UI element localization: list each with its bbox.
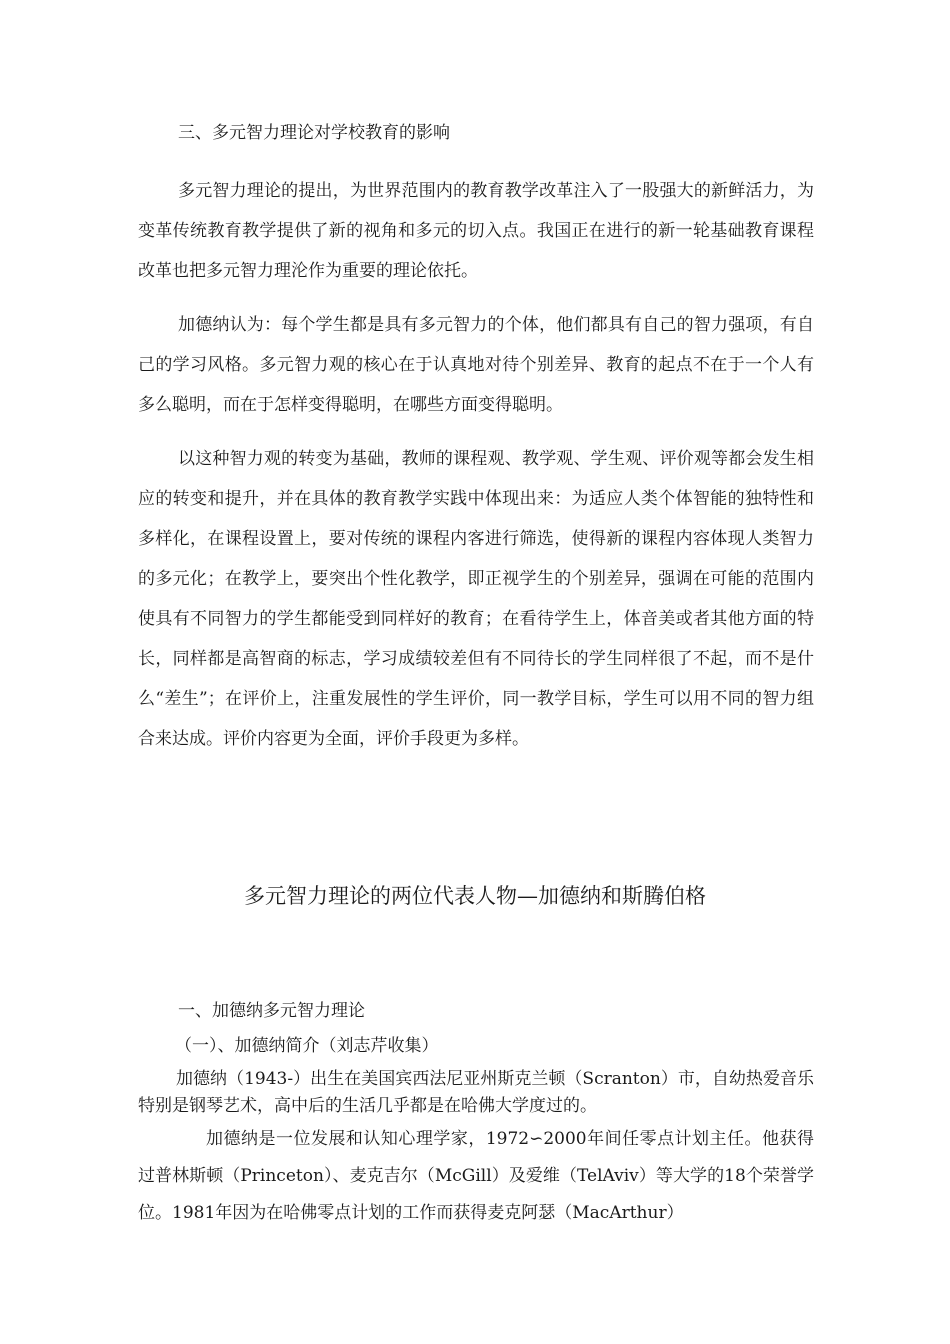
document-title: 多元智力理论的两位代表人物—加德纳和斯腾伯格 xyxy=(244,884,706,908)
section-3-heading: 三、多元智力理论对学校教育的影响 xyxy=(178,123,450,143)
section-1-heading: 一、加德纳多元智力理论 xyxy=(178,1001,365,1021)
section-3-paragraph-3: 以这种智力观的转变为基础，教师的课程观、教学观、学生观、评价观等都会发生相应的转变和提升，并在具体的教育教学实践中体现出来：为适应人类个体智能的独特性和多样化，在课程设置上，要对传统的课程内客进行筛选，使得新的课程内容体现人类智力的多元化；在教学上，要突出个性化教学，即正视学生的个别差异，强调在可能的范围内使具有不同智力的学生都能受到同样好的教育；在看待学生上，体音美或者其他方面的特长，同样都是高智商的标志，学习成绩较差但有不同待长的学生同样很了不起，而不是什么“差生”；在评价上，注重发展性的学生评价，同一教学目标，学生可以用不同的智力组合来达成。评价内容更为全面，评价手段更为多样。 xyxy=(138,449,814,749)
section-3-paragraph-2: 加德纳认为：每个学生都是具有多元智力的个体，他们都具有自己的智力强项，有自己的学习风格。多元智力观的核心在于认真地对待个别差异、教育的起点不在于一个人有多么聪明，而在于怎样变得聪明，在哪些方面变得聪明。 xyxy=(138,315,814,415)
section-1-subheading: （一）、加德纳简介（刘志芹收集） xyxy=(175,1036,439,1056)
section-1-paragraph-2: 加德纳是一位发展和认知心理学家，1972∽2000年间任零点计划主任。他获得过普林斯顿（Princeton）、麦克吉尔（McGill）及爱维（TelAviv）等大学的18个荣誉学位。1981年因为在哈佛零点计划的工作而获得麦克阿瑟（MacArthur） xyxy=(138,1129,814,1223)
section-3-paragraph-1: 多元智力理论的提出，为世界范围内的教育教学改革注入了一股强大的新鲜活力，为变革传统教育教学提供了新的视角和多元的切入点。我国正在进行的新一轮基础教育课程改革也把多元智力理沦作为重要的理论依托。 xyxy=(138,181,814,281)
section-1-paragraph-1: 加德纳（1943-）出生在美国宾西法尼亚州斯克兰顿（Scranton）市，自幼热爱音乐特别是钢琴艺术，高中后的生活几乎都是在哈佛大学度过的。 xyxy=(138,1069,814,1116)
